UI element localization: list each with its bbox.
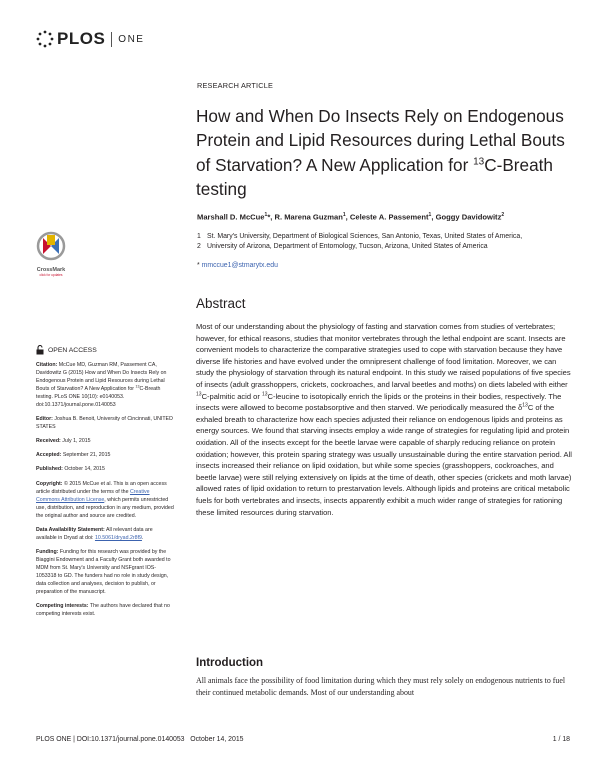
author-name[interactable]: Goggy Davidowitz [435, 212, 502, 222]
license-link[interactable]: Creative Commons Attribution License [36, 488, 150, 503]
affiliation-item: 2 University of Arizona, Department of Entomology, Tucson, Arizona, United States of America [197, 243, 488, 250]
received-date: Received: July 1, 2015 [36, 438, 91, 445]
introduction-text: All animals face the possibility of food limitation during which they must rely solely on endogenous nutrients to fuel their continued metabolic demands. Most of our understanding about [196, 676, 566, 698]
introduction-heading: Introduction [196, 657, 264, 669]
open-access-label: OPEN ACCESS [48, 346, 97, 354]
logo-separator [111, 32, 112, 47]
author-name[interactable]: Celeste A. Passement [349, 212, 429, 222]
accepted-date: Accepted: September 21, 2015 [36, 452, 111, 459]
affiliation-item: 1 St. Mary's University, Department of Biological Sciences, San Antonio, Texas, United States of America, [197, 233, 523, 240]
data-availability: Data Availability Statement: All relevant data are available in Dryad at doi: 10.5061/dryad.2r8f9. [36, 526, 153, 541]
email-link[interactable]: mmccue1@stmarytx.edu [201, 262, 278, 269]
article-title: How and When Do Insects Rely on Endogenous Protein and Lipid Resources during Lethal Bouts of Starvation? A New Application for $^{13}$C-Breath testing [196, 106, 565, 200]
author-name[interactable]: Marshall D. McCue [197, 212, 265, 222]
funding: Funding: Funding for this research was provided by the Biaggini Endowment and a Faculty Grant both awarded to MDM from St. Mary's University and NSFgrant IOS-1053318 to GD. The funders had no role in study design, data collection and analyses, decision to publish, or preparation of the manuscript. [36, 548, 171, 596]
crossmark-label: CrossMark [36, 267, 66, 273]
abstract-text: Most of our understanding about the physiology of fasting and starvation comes from studies of vertebrates; however, for ethical reasons, studies that monitor vertebrates through the lethal endpoint are scant. Insects are convenient models to characterize the comparative strategies used to cope with starvation because they have diverse life histories and have evolved under the omnipresent challenge of food limitation. Moreover, we can study the physiology of starvation through its natural endpoint. In this study we raised populations of five species of insects (adult grasshoppers, crickets, cockroaches, and larval beetles and moths) on diets labeled with either $^{13}$C-palmitic acid or $^{13}$C-leucine to isotopically enrich the lipids or the proteins in their bodies, respectively. The insects were allowed to become postabsorptive and then starved. We periodically measured the $\delta^{13}C$ of the exhaled breath to characterize how each species adjusted their reliance on endogenous lipids and proteins as energy sources. We found that starving insects employ a wide range of strategies for regulating lipid and protein oxidation. All of the insects except for the beetle larvae were capable of sharply reducing reliance on protein oxidation; however, this protein sparing strategy was usually unsustainable during the entire starvation period. All insects increased their reliance on lipid oxidation, but while some species (grasshoppers, cockroaches, and beetle larvae) were still relying extensively on lipids at the time of death, other species (crickets and moth larvae) allowed rates of lipid oxidation to return to prestarvation levels. Although lipids and proteins are critical metabolic fuels for both vertebrates and insects, insects apparently exhibit a much wider range of strategies for rationing these limited resources during starvation. [196, 322, 572, 517]
footer-citation: PLOS ONE | DOI:10.1371/journal.pone.0140053 October 14, 2015 [36, 736, 244, 743]
article-metadata-sidebar [36, 361, 174, 624]
citation: Citation: McCue MD, Guzman RM, Passement CA, Davidowitz G (2015) How and When Do Insects Rely on Endogenous Protein and Lipid Resources during Lethal Bouts of Starvation? A New Application for $^{13}$C-Breath testing. PLoS ONE 10(10): e0140053. doi:10.1371/journal.pone.0140053 [36, 362, 167, 409]
dryad-link[interactable]: 10.5061/dryad.2r8f9 [94, 534, 142, 541]
open-lock-icon [36, 345, 44, 355]
journal-logo [36, 29, 144, 49]
author-name[interactable]: R. Marena Guzman [274, 212, 343, 222]
logo-journal: ONE [118, 33, 145, 45]
abstract-heading: Abstract [196, 296, 246, 311]
affiliations [197, 232, 577, 252]
logo-plos: PLOS [57, 29, 106, 48]
plos-dots-icon [36, 30, 54, 48]
published-date: Published: October 14, 2015 [36, 466, 105, 473]
article-type: RESEARCH ARTICLE [197, 81, 274, 90]
author-list: Marshall D. McCue$^1$*, R. Marena Guzman$^1$, Celeste A. Passement$^1$, Goggy Davidowitz$^2$ [197, 212, 505, 222]
page-number: 1 / 18 [552, 736, 570, 743]
crossmark-sub: click for updates [39, 273, 63, 277]
crossmark-badge[interactable] [31, 231, 71, 277]
competing-interests: Competing interests: The authors have declared that no competing interests exist. [36, 603, 170, 618]
crossmark-icon [36, 231, 66, 261]
corresponding-author: * mmccue1@stmarytx.edu [197, 262, 278, 269]
editor: Editor: Joshua B. Benoit, University of Cincinnati, UNITED STATES [36, 416, 173, 431]
copyright: Copyright: © 2015 McCue et al. This is an open access article distributed under the terms of the Creative Commons Attribution License, which permits unrestricted use, distribution, and reproduction in any medium, provided the original author and source are credited. [36, 480, 174, 519]
open-access-badge [36, 345, 97, 355]
